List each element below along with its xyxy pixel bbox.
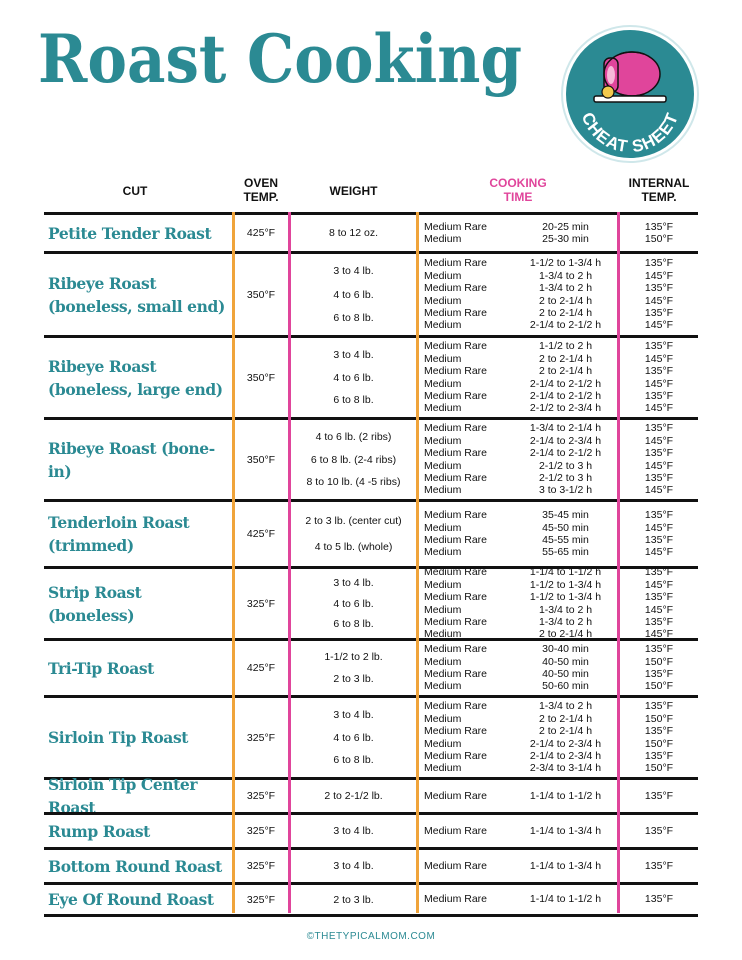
cooking-time-cell [419, 420, 617, 499]
cooking-time: 1-1/2 to 1-3/4 h [529, 257, 602, 270]
cooking-time: 1-1/4 to 1-3/4 h [529, 824, 602, 837]
internal-temp: 135°F [644, 422, 674, 435]
internal-temp: 135°F [644, 566, 674, 579]
doneness: Medium Rare [424, 566, 488, 579]
weight-value: 8 to 10 lb. (4 -5 ribs) [306, 476, 401, 489]
weight-value: 3 to 4 lb. [333, 708, 374, 721]
internal-temp-cell [620, 698, 698, 777]
cooking-line [419, 282, 617, 294]
internal-temp: 150°F [644, 233, 674, 245]
header-internal-temp [620, 176, 698, 204]
table-row [44, 882, 698, 917]
cooking-line [419, 790, 617, 802]
doneness: Medium Rare [424, 749, 488, 762]
doneness: Medium Rare [424, 668, 488, 680]
internal-temp-cell [620, 641, 698, 695]
table-row [44, 335, 698, 417]
internal-temp-cell [620, 420, 698, 499]
weight-value: 3 to 4 lb. [333, 577, 374, 590]
cooking-time: 2-1/4 to 2-3/4 h [529, 434, 602, 447]
cooking-line [419, 738, 617, 750]
cooking-time: 1-1/4 to 1-1/2 h [529, 893, 602, 906]
divider-oven-left [232, 212, 235, 913]
doneness: Medium Rare [424, 340, 488, 353]
cooking-line [419, 616, 617, 628]
weight-value: 2 to 2-1/2 lb. [324, 790, 383, 802]
header-cooking-time [419, 176, 617, 204]
table-row [44, 695, 698, 777]
doneness: Medium Rare [424, 700, 488, 713]
weight-cell [291, 885, 416, 914]
internal-temp: 135°F [644, 749, 674, 762]
cooking-line [419, 378, 617, 390]
internal-temp: 145°F [644, 521, 674, 534]
internal-temp: 145°F [644, 269, 674, 282]
cooking-time: 1-1/4 to 1-1/2 h [529, 566, 602, 579]
doneness: Medium [424, 377, 462, 390]
internal-temp: 135°F [644, 534, 674, 546]
cooking-line [419, 221, 617, 233]
doneness: Medium [424, 680, 462, 693]
internal-temp: 135°F [644, 643, 674, 656]
cooking-time: 40-50 min [542, 668, 589, 680]
doneness: Medium Rare [424, 789, 488, 802]
cooking-line [419, 340, 617, 352]
internal-temp: 150°F [644, 762, 674, 775]
internal-temp: 135°F [644, 365, 674, 378]
cut-name: Ribeye Roast (boneless, large end) [48, 356, 223, 399]
weight-cell [291, 850, 416, 882]
internal-temp: 135°F [644, 893, 674, 906]
cooking-time: 2-1/4 to 2-1/2 h [529, 447, 602, 460]
cut-name: Petite Tender Roast [48, 223, 212, 243]
table-row [44, 775, 698, 817]
cooking-time: 40-50 min [542, 655, 589, 668]
oven-temp: 425°F [246, 227, 276, 239]
cooking-time: 50-60 min [542, 680, 589, 693]
internal-temp: 135°F [644, 859, 674, 872]
doneness: Medium [424, 603, 462, 616]
internal-temp-cell [620, 338, 698, 417]
weight-value: 8 to 12 oz. [328, 227, 379, 239]
oven-temp: 425°F [246, 528, 276, 540]
weight-cell [291, 338, 416, 417]
cooking-time: 1-3/4 to 2 h [538, 700, 593, 713]
cooking-line [419, 319, 617, 331]
oven-temp: 325°F [246, 825, 276, 837]
table-row [44, 812, 698, 847]
table-row [44, 212, 698, 251]
weight-cell [291, 502, 416, 566]
doneness: Medium Rare [424, 306, 488, 319]
cooking-line [419, 656, 617, 668]
internal-temp: 135°F [644, 282, 674, 295]
weight-value: 4 to 6 lb. [333, 288, 374, 301]
internal-temp-cell [620, 780, 698, 812]
table-row [44, 847, 698, 882]
weight-value: 3 to 4 lb. [333, 825, 374, 837]
internal-temp: 135°F [644, 340, 674, 353]
cooking-time: 2 to 2-1/4 h [538, 294, 593, 307]
cooking-line [419, 713, 617, 725]
internal-temp: 145°F [644, 546, 674, 559]
header-cooking-line1: COOKING [489, 176, 547, 190]
weight-value: 6 to 8 lb. (2-4 ribs) [310, 453, 397, 466]
cooking-line [419, 509, 617, 521]
internal-temp: 135°F [644, 668, 674, 680]
cooking-time-cell [419, 885, 617, 914]
cooking-time-cell [419, 566, 617, 641]
internal-temp-cell [620, 502, 698, 566]
doneness: Medium Rare [424, 725, 488, 738]
doneness: Medium [424, 402, 462, 415]
cooking-time-cell [419, 338, 617, 417]
cut-name: Tri-Tip Roast [48, 658, 154, 678]
header-cut: CUT [122, 184, 148, 198]
doneness: Medium Rare [424, 534, 488, 546]
cooking-time: 2 to 2-1/4 h [538, 352, 593, 365]
table-row [44, 417, 698, 499]
oven-temp: 350°F [246, 288, 276, 301]
cooking-line [419, 668, 617, 680]
internal-temp: 145°F [644, 484, 674, 497]
table-row [44, 638, 698, 695]
internal-temp: 145°F [644, 294, 674, 307]
cooking-time: 55-65 min [542, 546, 589, 559]
cooking-line [419, 402, 617, 414]
cooking-time-cell [419, 698, 617, 777]
weight-value: 2 to 3 lb. [333, 893, 374, 906]
cooking-line [419, 484, 617, 496]
cooking-time: 45-50 min [542, 521, 589, 534]
weight-cell [291, 780, 416, 812]
doneness: Medium Rare [424, 591, 488, 604]
cooking-line [419, 472, 617, 484]
weight-value: 4 to 6 lb. [333, 371, 374, 384]
cooking-time-cell [419, 780, 617, 812]
internal-temp: 135°F [644, 700, 674, 713]
internal-temp: 135°F [644, 615, 674, 628]
doneness: Medium [424, 578, 462, 591]
weight-cell [291, 215, 416, 251]
cooking-line [419, 604, 617, 616]
cut-name: Strip Roast (boneless) [48, 582, 142, 625]
cooking-line [419, 390, 617, 402]
doneness: Medium Rare [424, 643, 488, 656]
internal-temp: 145°F [644, 459, 674, 472]
doneness: Medium [424, 655, 462, 668]
cooking-line [419, 422, 617, 434]
internal-temp: 150°F [644, 737, 674, 750]
header-cooking-line2: TIME [503, 190, 533, 204]
doneness: Medium [424, 233, 462, 245]
weight-cell [291, 698, 416, 777]
cut-name: Eye Of Round Roast [48, 890, 214, 909]
internal-temp: 135°F [644, 509, 674, 522]
doneness: Medium [424, 737, 462, 750]
cooking-time: 35-45 min [542, 509, 589, 522]
internal-temp: 150°F [644, 655, 674, 668]
weight-cell [291, 569, 416, 638]
internal-temp: 135°F [644, 257, 674, 270]
oven-temp: 350°F [246, 371, 276, 384]
internal-temp-cell [620, 850, 698, 882]
cooking-time: 1-1/4 to 1-1/2 h [529, 789, 602, 802]
cooking-time: 2-1/2 to 3 h [538, 471, 593, 484]
doneness: Medium [424, 319, 462, 332]
cut-name: Rump Roast [48, 821, 150, 841]
weight-value: 4 to 6 lb. [333, 731, 374, 744]
cooking-line [419, 893, 617, 905]
table-row [44, 499, 698, 566]
weight-value: 4 to 6 lb. (2 ribs) [315, 430, 392, 443]
internal-temp: 135°F [644, 389, 674, 402]
internal-temp: 145°F [644, 319, 674, 332]
cooking-line [419, 233, 617, 245]
cooking-time: 3 to 3-1/2 h [538, 484, 593, 497]
doneness: Medium Rare [424, 859, 488, 872]
cooking-time: 20-25 min [542, 220, 589, 233]
doneness: Medium Rare [424, 422, 488, 435]
header-internal-line2: TEMP. [641, 190, 677, 204]
doneness: Medium Rare [424, 220, 488, 233]
cooking-line [419, 546, 617, 558]
cooking-line [419, 270, 617, 282]
cooking-line [419, 643, 617, 655]
internal-temp: 135°F [644, 306, 674, 319]
cooking-time: 1-1/2 to 1-3/4 h [529, 591, 602, 604]
cooking-time: 2 to 2-1/4 h [538, 365, 593, 378]
internal-temp-cell [620, 815, 698, 847]
internal-temp: 145°F [644, 352, 674, 365]
doneness: Medium Rare [424, 257, 488, 270]
cooking-time: 2-1/4 to 2-1/2 h [529, 319, 602, 332]
weight-value: 6 to 8 lb. [333, 311, 374, 324]
doneness: Medium Rare [424, 893, 488, 906]
cooking-line [419, 750, 617, 762]
internal-temp: 145°F [644, 434, 674, 447]
cooking-line [419, 566, 617, 578]
weight-value: 2 to 3 lb. [333, 673, 374, 685]
cooking-time: 2-1/4 to 2-3/4 h [529, 737, 602, 750]
oven-temp: 325°F [246, 893, 276, 906]
cooking-line [419, 460, 617, 472]
weight-value: 3 to 4 lb. [333, 348, 374, 361]
internal-temp: 135°F [644, 725, 674, 738]
cooking-time-cell [419, 254, 617, 335]
doneness: Medium [424, 434, 462, 447]
cooking-line [419, 725, 617, 737]
table-row [44, 251, 698, 335]
cooking-time: 2-1/2 to 2-3/4 h [529, 402, 602, 415]
cooking-time: 1-3/4 to 2 h [538, 269, 593, 282]
doneness: Medium [424, 628, 462, 641]
doneness: Medium [424, 712, 462, 725]
cut-name: Bottom Round Roast [48, 856, 222, 876]
doneness: Medium Rare [424, 365, 488, 378]
doneness: Medium Rare [424, 509, 488, 522]
oven-temp: 325°F [246, 790, 276, 802]
cooking-time: 1-1/2 to 1-3/4 h [529, 578, 602, 591]
oven-temp: 325°F [246, 597, 276, 610]
divider-cooking-left [416, 212, 419, 913]
cooking-time: 1-3/4 to 2-1/4 h [529, 422, 602, 435]
table-row [44, 566, 698, 641]
cooking-line [419, 825, 617, 837]
internal-temp: 145°F [644, 402, 674, 415]
cooking-time: 30-40 min [542, 643, 589, 656]
internal-temp-cell [620, 885, 698, 914]
internal-temp: 135°F [644, 789, 674, 802]
doneness: Medium Rare [424, 447, 488, 460]
weight-value: 1-1/2 to 2 lb. [324, 651, 383, 663]
divider-weight-left [288, 212, 291, 913]
internal-temp: 150°F [644, 712, 674, 725]
cooking-time: 2-1/2 to 3 h [538, 459, 593, 472]
cooking-line [419, 447, 617, 459]
cooking-time: 1-3/4 to 2 h [538, 603, 593, 616]
internal-temp-cell [620, 566, 698, 641]
internal-temp: 135°F [644, 471, 674, 484]
weight-value: 2 to 3 lb. (center cut) [305, 515, 402, 528]
doneness: Medium Rare [424, 471, 488, 484]
internal-temp: 145°F [644, 628, 674, 641]
weight-cell [291, 420, 416, 499]
divider-internal-left [617, 212, 620, 913]
cooking-line [419, 435, 617, 447]
cooking-time: 2 to 2-1/4 h [538, 712, 593, 725]
doneness: Medium [424, 521, 462, 534]
header-oven-temp [234, 176, 288, 204]
badge-text: CHEAT SHEET [577, 109, 683, 157]
cut-name: Ribeye Roast (boneless, small end) [48, 273, 225, 316]
cooking-time: 1-1/2 to 2 h [538, 340, 593, 353]
cooking-time-cell [419, 850, 617, 882]
weight-value: 3 to 4 lb. [333, 860, 374, 872]
weight-value: 4 to 6 lb. [333, 597, 374, 610]
doneness: Medium [424, 459, 462, 472]
weight-cell [291, 641, 416, 695]
weight-value: 6 to 8 lb. [333, 617, 374, 630]
weight-cell [291, 815, 416, 847]
internal-temp: 150°F [644, 680, 674, 693]
oven-temp: 325°F [246, 860, 276, 872]
cooking-time: 25-30 min [542, 233, 589, 245]
internal-temp: 135°F [644, 591, 674, 604]
doneness: Medium [424, 762, 462, 775]
cut-name: Tenderloin Roast (trimmed) [48, 513, 190, 555]
cooking-time-cell [419, 215, 617, 251]
cooking-time: 2-3/4 to 3-1/4 h [529, 762, 602, 775]
cooking-line [419, 522, 617, 534]
oven-temp: 350°F [246, 453, 276, 466]
cooking-line [419, 680, 617, 692]
internal-temp: 135°F [644, 447, 674, 460]
internal-temp-cell [620, 254, 698, 335]
doneness: Medium [424, 269, 462, 282]
roast-table [44, 212, 698, 917]
internal-temp: 135°F [644, 824, 674, 837]
cooking-time: 1-3/4 to 2 h [538, 615, 593, 628]
cooking-line [419, 700, 617, 712]
cooking-line [419, 307, 617, 319]
cheat-sheet-badge [560, 24, 700, 164]
header-weight: WEIGHT [329, 184, 378, 198]
cooking-line [419, 762, 617, 774]
internal-temp: 135°F [644, 220, 674, 233]
doneness: Medium Rare [424, 282, 488, 295]
doneness: Medium Rare [424, 824, 488, 837]
cooking-line [419, 591, 617, 603]
cooking-time-cell [419, 815, 617, 847]
cooking-line [419, 534, 617, 546]
cut-name: Ribeye Roast (bone-in) [48, 438, 215, 481]
weight-value: 6 to 8 lb. [333, 394, 374, 407]
internal-temp-cell [620, 215, 698, 251]
cooking-line [419, 860, 617, 872]
cooking-time: 2 to 2-1/4 h [538, 725, 593, 738]
doneness: Medium [424, 484, 462, 497]
cut-name: Sirloin Tip Center Roast [48, 775, 198, 817]
weight-value: 6 to 8 lb. [333, 754, 374, 767]
header-internal-line1: INTERNAL [628, 176, 690, 190]
cooking-time: 2 to 2-1/4 h [538, 306, 593, 319]
cooking-time: 2 to 2-1/4 h [538, 628, 593, 641]
doneness: Medium Rare [424, 389, 488, 402]
cooking-time: 1-1/4 to 1-3/4 h [529, 859, 602, 872]
doneness: Medium [424, 352, 462, 365]
doneness: Medium [424, 546, 462, 559]
cooking-time-cell [419, 502, 617, 566]
cooking-time: 45-55 min [542, 534, 589, 546]
cooking-line [419, 257, 617, 269]
doneness: Medium [424, 294, 462, 307]
cooking-line [419, 579, 617, 591]
footer-credit: ©THETYPICALMOM.COM [306, 931, 436, 942]
header-oven-line1: OVEN [243, 176, 278, 190]
cooking-time: 2-1/4 to 2-1/2 h [529, 389, 602, 402]
header-oven-line2: TEMP. [243, 190, 279, 204]
page-title: Roast Cooking [38, 20, 522, 98]
cooking-line [419, 365, 617, 377]
cooking-time: 1-3/4 to 2 h [538, 282, 593, 295]
weight-cell [291, 254, 416, 335]
internal-temp: 145°F [644, 603, 674, 616]
cooking-line [419, 295, 617, 307]
weight-value: 4 to 5 lb. (whole) [314, 540, 393, 553]
cooking-time-cell [419, 641, 617, 695]
doneness: Medium Rare [424, 615, 488, 628]
oven-temp: 425°F [246, 662, 276, 674]
cooking-line [419, 353, 617, 365]
internal-temp: 145°F [644, 377, 674, 390]
cut-name: Sirloin Tip Roast [48, 728, 189, 747]
oven-temp: 325°F [246, 731, 276, 744]
cooking-time: 2-1/4 to 2-1/2 h [529, 377, 602, 390]
weight-value: 3 to 4 lb. [333, 265, 374, 278]
internal-temp: 145°F [644, 578, 674, 591]
cooking-time: 2-1/4 to 2-3/4 h [529, 749, 602, 762]
